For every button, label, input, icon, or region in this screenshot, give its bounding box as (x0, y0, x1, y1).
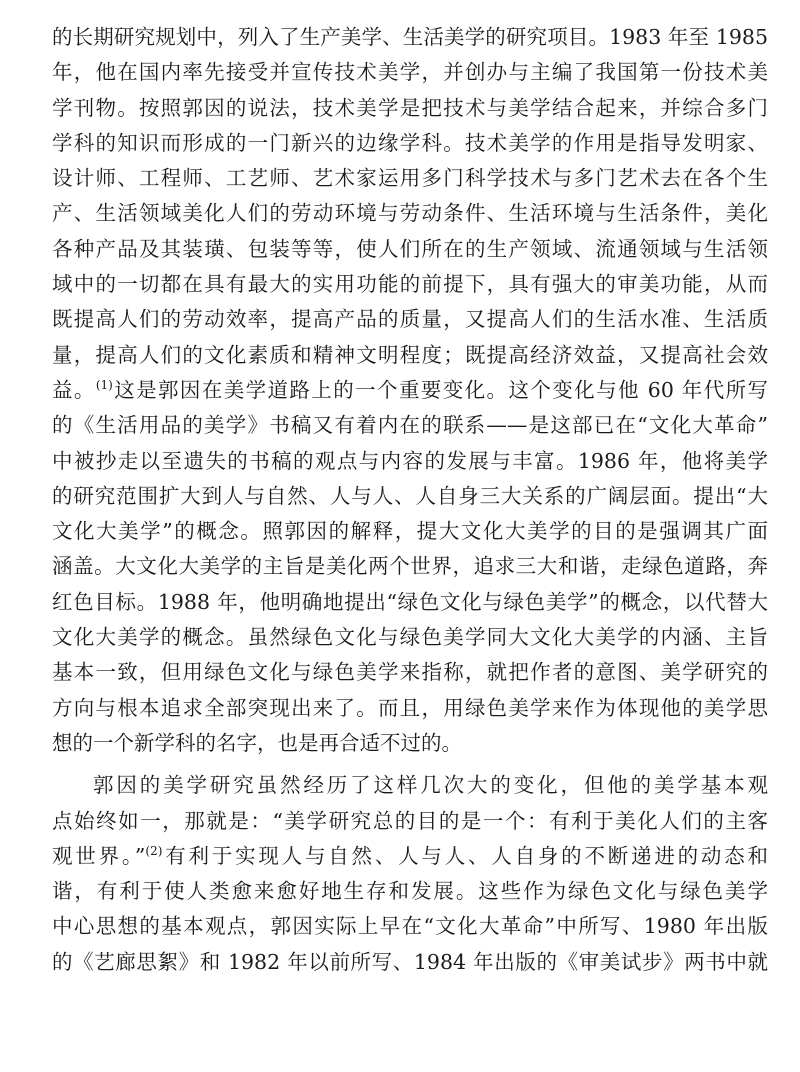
text-line: 的研究范围扩大到人与自然、人与人、人自身三大关系的广阔层面。提出“大 (52, 483, 768, 508)
text-line: 各种产品及其装璜、包装等等，使人们所在的生产领域、流通领域与生活领 (52, 236, 768, 261)
text-line: 文化大美学的概念。虽然绿色文化与绿色美学同大文化大美学的内涵、主旨 (52, 625, 768, 650)
text-line: 方向与根本追求全部突现出来了。而且，用绿色美学来作为体现他的美学思 (52, 695, 768, 720)
text-line: 中心思想的基本观点，郭因实际上早在“文化大革命”中所写、1980 年出版 (52, 914, 768, 939)
text-segment: 益。 (52, 377, 96, 402)
text-line: 基本一致，但用绿色文化与绿色美学来指称，就把作者的意图、美学研究的 (52, 660, 768, 685)
text-line: 涵盖。大文化大美学的主旨是美化两个世界，追求三大和谐，走绿色道路，奔 (52, 554, 768, 579)
text-line: 谐，有利于使人类愈来愈好地生存和发展。这些作为绿色文化与绿色美学 (52, 879, 768, 904)
text-line: 点始终如一，那就是：“美学研究总的目的是一个：有利于美化人们的主客 (52, 808, 768, 833)
text-line: 域中的一切都在具有最大的实用功能的前提下，具有强大的审美功能，从而 (52, 272, 768, 297)
footnote-marker-2: (2) (145, 843, 163, 858)
text-line: 的《艺廊思絮》和 1982 年以前所写、1984 年出版的《审美试步》两书中就 (52, 949, 768, 974)
text-segment: 这是郭因在美学道路上的一个重要变化。这个变化与他 60 年代所写 (112, 377, 768, 402)
text-line-with-footnote (52, 373, 768, 408)
text-line: 产、生活领域美化人们的劳动环境与劳动条件、生活环境与生活条件，美化 (52, 201, 768, 226)
paragraph-1 (52, 20, 768, 761)
paragraph-gap (52, 761, 768, 768)
text-line: 学刊物。按照郭因的说法，技术美学是把技术与美学结合起来，并综合多门 (52, 95, 768, 120)
text-line: 郭因的美学研究虽然经历了这样几次大的变化，但他的美学基本观 (93, 773, 768, 798)
text-line: 文化大美学”的概念。照郭因的解释，提大文化大美学的目的是强调其广面 (52, 519, 768, 544)
text-line: 的长期研究规划中，列入了生产美学、生活美学的研究项目。1983 年至 1985 (52, 25, 768, 49)
footnote-marker-1: (1) (95, 377, 113, 392)
text-line: 年，他在国内率先接受并宣传技术美学，并创办与主编了我国第一份技术美 (52, 60, 768, 85)
text-line-with-footnote (52, 839, 768, 874)
text-line: 中被抄走以至遗失的书稿的观点与内容的发展与丰富。1986 年，他将美学 (52, 448, 768, 473)
text-line: 学科的知识而形成的一门新兴的边缘学科。技术美学的作用是指导发明家、 (52, 130, 768, 155)
paragraph-2 (52, 768, 768, 980)
text-segment: 有利于实现人与自然、人与人、人自身的不断递进的动态和 (162, 843, 769, 868)
text-line: 想的一个新学科的名字，也是再合适不过的。 (52, 730, 462, 755)
text-line: 的《生活用品的美学》书稿又有着内在的联系——是这部已在“文化大革命” (52, 413, 768, 438)
text-line: 量，提高人们的文化素质和精神文明程度；既提高经济效益，又提高社会效 (52, 342, 768, 367)
text-line: 既提高人们的劳动效率，提高产品的质量，又提高人们的生活水准、生活质 (52, 307, 768, 332)
text-segment: 观世界。” (52, 843, 146, 868)
text-line: 红色目标。1988 年，他明确地提出“绿色文化与绿色美学”的概念，以代替大 (52, 589, 768, 614)
text-line: 设计师、工程师、工艺师、艺术家运用多门科学技术与多门艺术去在各个生 (52, 166, 768, 191)
document-page (52, 20, 768, 980)
